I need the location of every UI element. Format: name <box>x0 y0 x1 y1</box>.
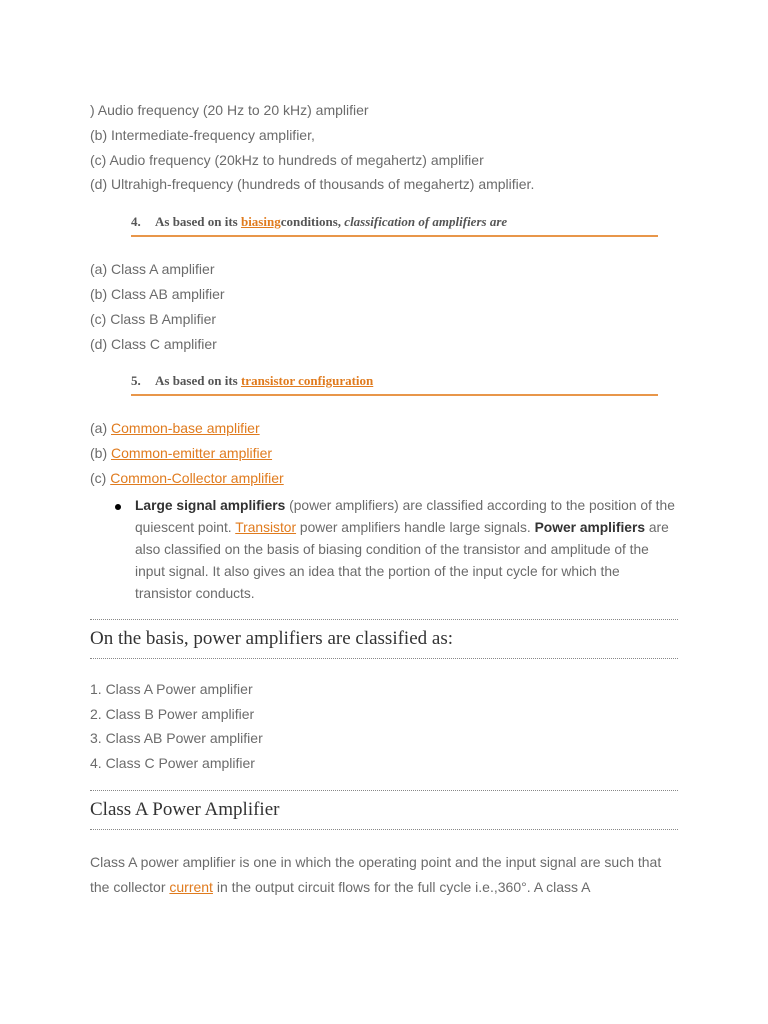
section-prefix: As based on its <box>155 214 238 230</box>
common-emitter-link[interactable]: Common-emitter amplifier <box>111 445 273 462</box>
common-base-link[interactable]: Common-base amplifier <box>111 420 260 437</box>
bullet-paragraph <box>135 495 680 605</box>
list-prefix: (a) <box>90 420 108 437</box>
current-link[interactable]: current <box>169 878 213 895</box>
class-a-paragraph <box>90 850 670 900</box>
bold-term: Power amplifiers <box>534 519 645 535</box>
paragraph-text: Class A power amplifier is one in which the operating point and the input signal are such that the collector <box>90 853 662 895</box>
transistor-configuration-link[interactable]: transistor configuration <box>240 373 374 389</box>
section-middle: conditions, <box>280 214 342 230</box>
list-item: (b) Intermediate-frequency amplifier, <box>90 126 315 143</box>
section-number: 4. <box>131 214 141 230</box>
paragraph-text: in the output circuit flows for the full cycle i.e.,360°. A class A <box>212 878 591 895</box>
biasing-list <box>90 257 678 356</box>
section-italic: classification of amplifiers are <box>344 214 508 230</box>
list-item: (d) Class C amplifier <box>90 335 217 352</box>
bold-term: Large signal amplifiers <box>135 497 286 513</box>
bullet-dot-icon <box>115 504 121 510</box>
list-item <box>90 441 678 466</box>
biasing-link[interactable]: biasing <box>240 214 281 230</box>
list-prefix: (c) <box>90 469 107 486</box>
configuration-list <box>90 416 678 490</box>
list-item: 3. Class AB Power amplifier <box>90 730 263 747</box>
list-item: (b) Class AB amplifier <box>90 285 225 302</box>
heading-basis: On the basis, power amplifiers are classified as: <box>90 627 453 649</box>
list-item: (c) Class B Amplifier <box>90 310 217 327</box>
power-classes-list <box>90 677 678 776</box>
list-item: 4. Class C Power amplifier <box>90 755 255 772</box>
transistor-link[interactable]: Transistor <box>235 519 297 535</box>
bullet-text: (power amplifiers) are classified according to the position of the quiescent point. <box>135 497 675 535</box>
list-item: (a) Class A amplifier <box>90 261 215 278</box>
section-heading-5 <box>131 368 658 396</box>
list-item <box>90 416 678 441</box>
section-prefix: As based on its <box>155 373 238 389</box>
list-prefix: (b) <box>90 445 108 462</box>
bullet-text: power amplifiers handle large signals. <box>296 519 535 535</box>
list-item: ) Audio frequency (20 Hz to 20 kHz) amplifier <box>90 102 369 118</box>
section-number: 5. <box>131 373 141 389</box>
list-item: (d) Ultrahigh-frequency (hundreds of thousands of megahertz) amplifier. <box>90 176 535 193</box>
frequency-list <box>90 98 678 197</box>
heading-class-a: Class A Power Amplifier <box>90 798 280 820</box>
document-page <box>90 98 678 900</box>
list-item: 2. Class B Power amplifier <box>90 705 255 722</box>
section-heading-4 <box>131 209 658 237</box>
list-item <box>90 466 678 491</box>
list-item: 1. Class A Power amplifier <box>90 680 253 697</box>
bullet-text: are also classified on the basis of biasing condition of the transistor and amplitude of the input signal. It also gives an idea that the portion of the input cycle for which the transistor conducts. <box>135 519 669 601</box>
common-collector-link[interactable]: Common-Collector amplifier <box>110 469 284 486</box>
list-item: (c) Audio frequency (20kHz to hundreds of megahertz) amplifier <box>90 151 484 168</box>
